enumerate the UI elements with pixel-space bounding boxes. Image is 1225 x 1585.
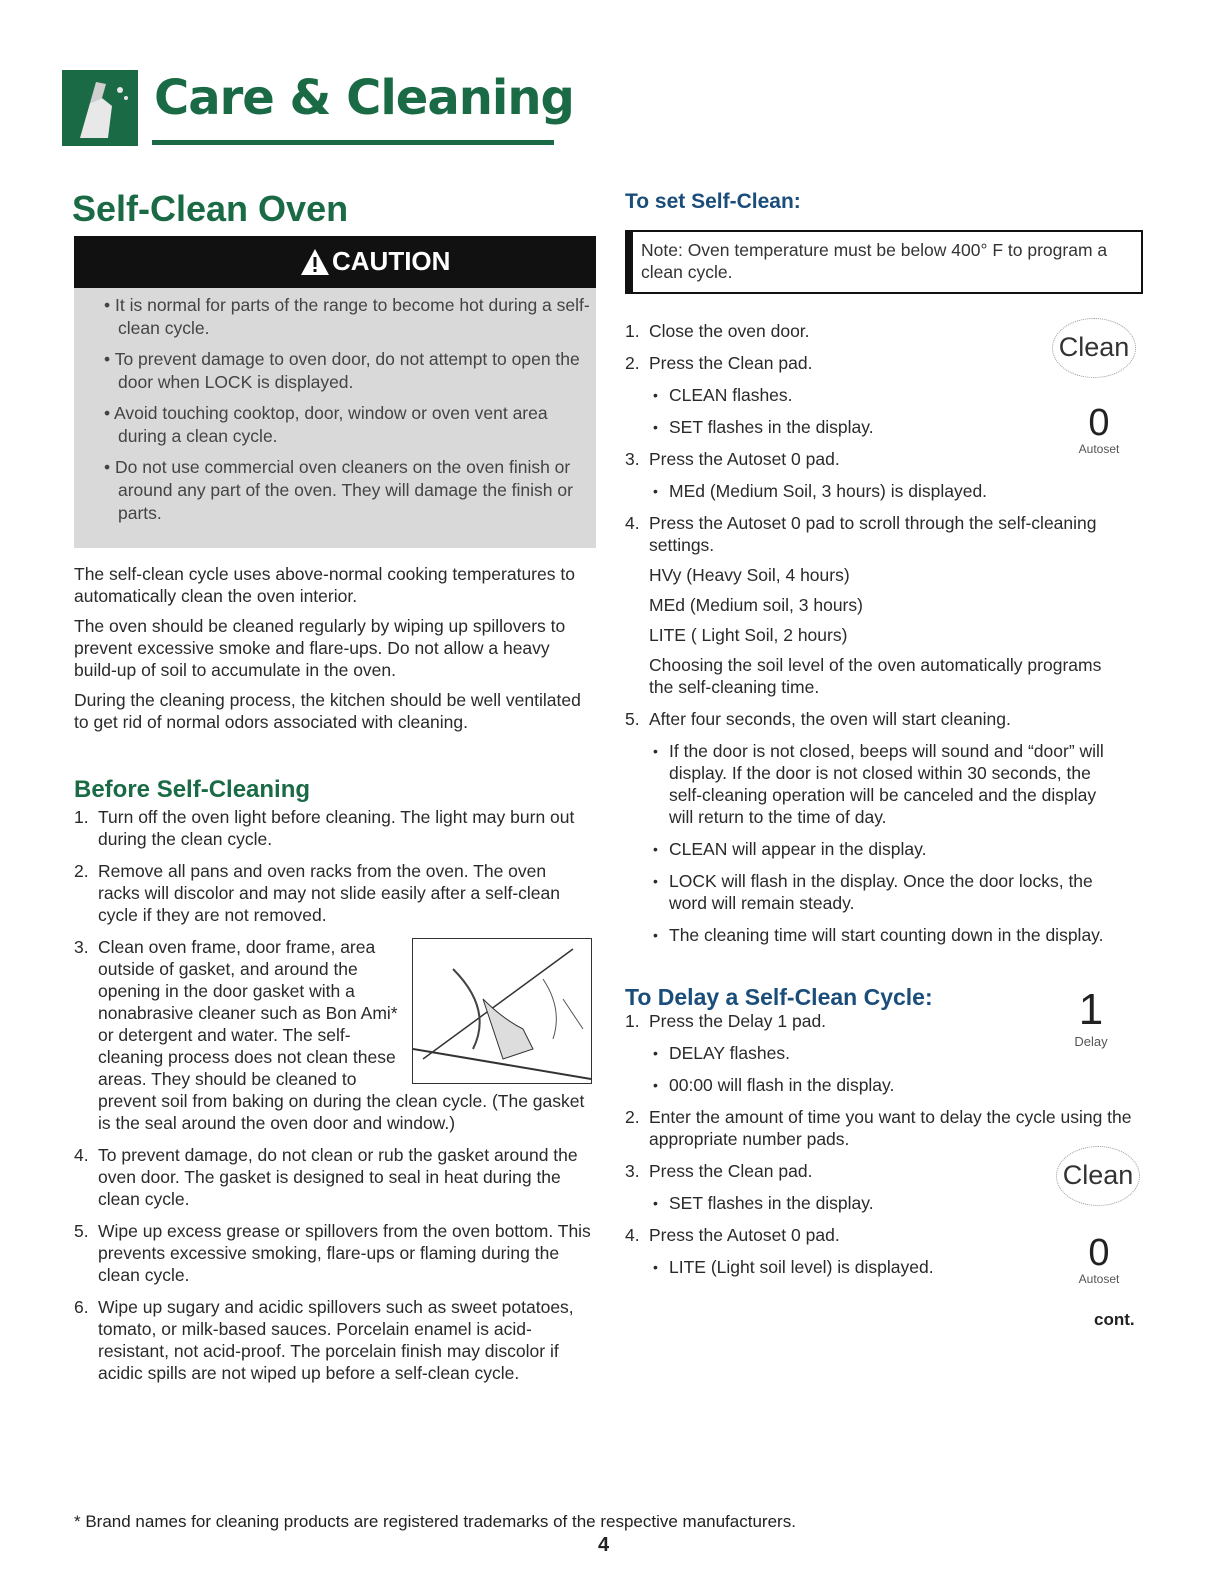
list-item: 4. Press the Autoset 0 pad to scroll through the self-cleaning settings. xyxy=(625,513,1097,555)
before-steps xyxy=(74,806,592,1384)
list-item: 1. Close the oven door. xyxy=(625,321,810,341)
caution-label: CAUTION xyxy=(332,246,451,276)
list-item: 1. Press the Delay 1 pad. xyxy=(625,1011,827,1031)
autoset-pad-icon: 0 Autoset xyxy=(1078,1232,1120,1286)
bullet-item: • MEd (Medium Soil, 3 hours) is displayed. xyxy=(649,480,1125,502)
caution-header xyxy=(74,236,596,288)
soil-level-note: Choosing the soil level of the oven automatically programs the self-cleaning time. xyxy=(649,655,1102,697)
bullet-item: • SET flashes in the display. xyxy=(649,1192,1135,1214)
caution-item: • Avoid touching cooktop, door, window or oven vent area during a clean cycle. xyxy=(104,403,548,446)
soil-level-item: LITE ( Light Soil, 2 hours) xyxy=(649,625,848,645)
list-item: 1. Turn off the oven light before cleaning. The light may burn out during the clean cycle. xyxy=(74,807,575,849)
continued-label: cont. xyxy=(1094,1310,1135,1329)
list-item: 3. Press the Clean pad. xyxy=(625,1161,813,1181)
footnote: * Brand names for cleaning products are registered trademarks of the respective manufacturers. xyxy=(74,1512,796,1531)
intro-paragraph: During the cleaning process, the kitchen should be well ventilated to get rid of normal odors associated with cleaning. xyxy=(74,690,581,732)
before-title: Before Self-Cleaning xyxy=(74,776,311,803)
intro-paragraph: The self-clean cycle uses above-normal cooking temperatures to automatically clean the oven interior. xyxy=(74,564,575,606)
soil-level-item: HVy (Heavy Soil, 4 hours) xyxy=(649,565,850,585)
clean-pad-icon: Clean xyxy=(1052,318,1136,378)
caution-box xyxy=(74,236,596,548)
clean-pad-icon: Clean xyxy=(1056,1146,1140,1206)
caution-item: • Do not use commercial oven cleaners on the oven finish or around any part of the oven. They will damage the finish or parts. xyxy=(104,457,573,523)
intro-text xyxy=(74,563,594,733)
bullet-item: • The cleaning time will start counting down in the display. xyxy=(649,924,1125,946)
caution-list xyxy=(100,294,590,533)
header-title: Care & Cleaning xyxy=(154,70,574,126)
set-steps xyxy=(625,320,1125,946)
bullet-item: • 00:00 will flash in the display. xyxy=(649,1074,1135,1096)
warning-triangle-icon xyxy=(300,248,330,276)
bullet-item: • LITE (Light soil level) is displayed. xyxy=(649,1256,1135,1278)
list-item: 2. Press the Clean pad. xyxy=(625,353,813,373)
list-item: 5. Wipe up excess grease or spillovers from the oven bottom. This prevents excessive smoking, flare-ups or flaming during the clean cycle. xyxy=(74,1221,591,1285)
list-item: 6. Wipe up sugary and acidic spillovers such as sweet potatoes, tomato, or milk-based sauces. Porcelain enamel is acid-resistant, not acid-proof. The porcelain finish may discolor if acidic spills are not wiped up before a self-clean cycle. xyxy=(74,1297,574,1383)
note-box xyxy=(625,230,1143,294)
list-item: 2. Remove all pans and oven racks from the oven. The oven racks will discolor and may not slide easily after a self-clean cycle if they are not removed. xyxy=(74,861,560,925)
delay-title: To Delay a Self-Clean Cycle: xyxy=(625,984,933,1010)
delay-steps xyxy=(625,1010,1135,1278)
note-text: Note: Oven temperature must be below 400° F to program a clean cycle. xyxy=(641,240,1108,282)
autoset-pad-icon: 0 Autoset xyxy=(1078,402,1120,456)
bullet-item: • LOCK will flash in the display. Once the door locks, the word will remain steady. xyxy=(649,870,1125,914)
gasket-cleaning-illustration xyxy=(412,938,592,1084)
bullet-item: • CLEAN flashes. xyxy=(649,384,1125,406)
section-title: Self-Clean Oven xyxy=(72,188,349,229)
list-item: 4. To prevent damage, do not clean or rub the gasket around the oven door. The gasket is designed to seal in heat during the clean cycle. xyxy=(74,1145,578,1209)
intro-paragraph: The oven should be cleaned regularly by wiping up spillovers to prevent excessive smoke and flare-ups. Do not allow a heavy build-up of soil to accumulate in the oven. xyxy=(74,616,566,680)
bullet-item: • CLEAN will appear in the display. xyxy=(649,838,1125,860)
list-item: 2. Enter the amount of time you want to delay the cycle using the appropriate number pads. xyxy=(625,1107,1132,1149)
bullet-item: • SET flashes in the display. xyxy=(649,416,1125,438)
cleaning-spray-icon xyxy=(60,68,140,148)
delay-pad-icon: 1 Delay xyxy=(1074,985,1108,1049)
page-number: 4 xyxy=(598,1534,610,1556)
list-item: 3. Press the Autoset 0 pad. xyxy=(625,449,840,469)
set-self-clean-title: To set Self-Clean: xyxy=(625,190,801,213)
bullet-item: • If the door is not closed, beeps will sound and “door” will display. If the door is not closed within 30 seconds, the self-cleaning operation will be canceled and the display will return to the time of day. xyxy=(649,740,1125,828)
list-item: 4. Press the Autoset 0 pad. xyxy=(625,1225,840,1245)
list-item: 3. Clean oven frame, door frame, area outside of gasket, and around the opening in the door gasket with a nonabrasive cleaner such as Bon Ami* or detergent and water. The self-cleaning process does not clean these areas. They should be cleaned to prevent soil from baking on during the clean cycle. (The gasket is the seal around the oven door and window.) xyxy=(74,936,592,1134)
soil-level-item: MEd (Medium soil, 3 hours) xyxy=(649,595,863,615)
header-underline xyxy=(152,140,554,145)
caution-item: • It is normal for parts of the range to become hot during a self-clean cycle. xyxy=(104,295,590,338)
bullet-item: • DELAY flashes. xyxy=(649,1042,1135,1064)
caution-item: • To prevent damage to oven door, do not attempt to open the door when LOCK is displayed. xyxy=(104,349,580,392)
list-item: 5. After four seconds, the oven will start cleaning. xyxy=(625,709,1011,729)
